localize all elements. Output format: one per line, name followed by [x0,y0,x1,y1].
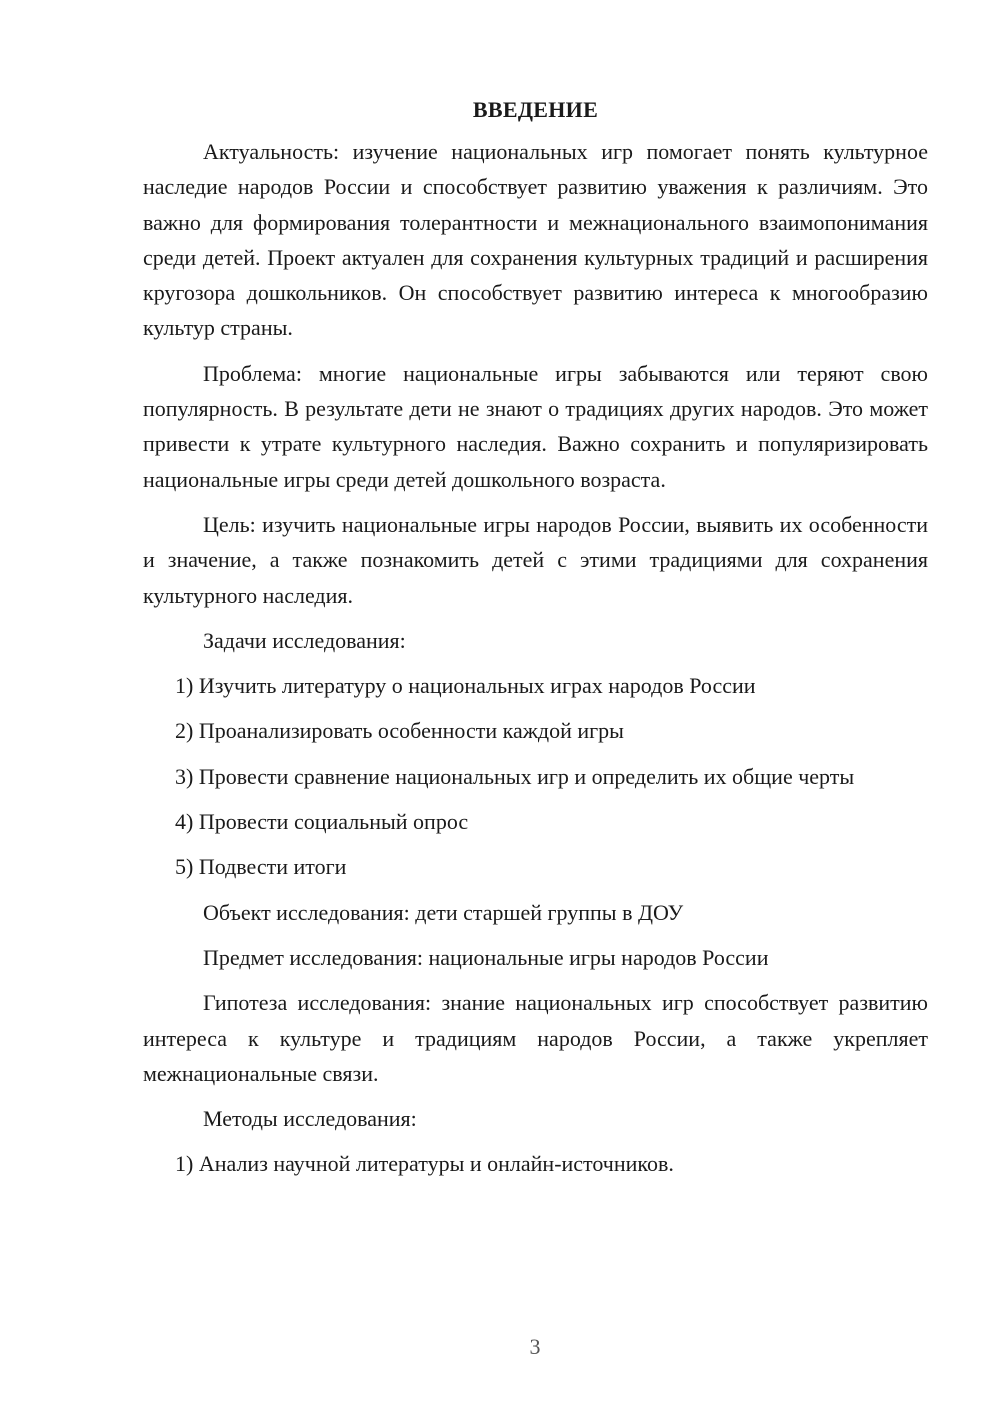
task-item: 2) Проанализировать особенности каждой игры [175,718,624,744]
page-title: ВВЕДЕНИЕ [472,97,599,122]
paragraph-goal: Цель: изучить национальные игры народов России, выявить их особенности и значение, а также познакомить детей с этими традициями для сохранения культурного наследия. [143,511,928,608]
research-hypothesis: Гипотеза исследования: знание национальных игр способствует развитию интереса к культуре и традициям народов России, а также укрепляет межнациональные связи. [143,990,928,1086]
task-item: 4) Провести социальный опрос [175,809,469,835]
task-item: 3) Провести сравнение национальных игр и определить их общие черты [175,763,855,789]
paragraph-problem: Проблема: многие национальные игры забываются или теряют свою популярность. В результате дети не знают о традициях других народов. Это может привести к утрате культурного наследия. Важно сохранить и популяризировать национальные игры среди детей дошкольного возраста. [143,360,928,492]
method-item: 1) Анализ научной литературы и онлайн-источников. [175,1151,674,1177]
page-number: 3 [529,1334,541,1359]
task-item: 1) Изучить литературу о национальных играх народов России [175,673,756,699]
task-item: 5) Подвести итоги [175,854,347,880]
methods-heading: Методы исследования: [203,1106,417,1132]
research-subject: Предмет исследования: национальные игры народов России [203,944,769,970]
paragraph-relevance: Актуальность: изучение национальных игр помогает понять культурное наследие народов России и способствует развитию уважения к различиям. Это важно для формирования толерантности и межнационального взаимопонимания среди детей. Проект актуален для сохранения культурных традиций и расширения кругозора дошкольников. Он способствует развитию интереса к многообразию культур страны. [143,139,928,341]
document-page [143,90,928,1192]
research-object: Объект исследования: дети старшей группы в ДОУ [203,899,684,925]
tasks-heading: Задачи исследования: [203,627,406,653]
